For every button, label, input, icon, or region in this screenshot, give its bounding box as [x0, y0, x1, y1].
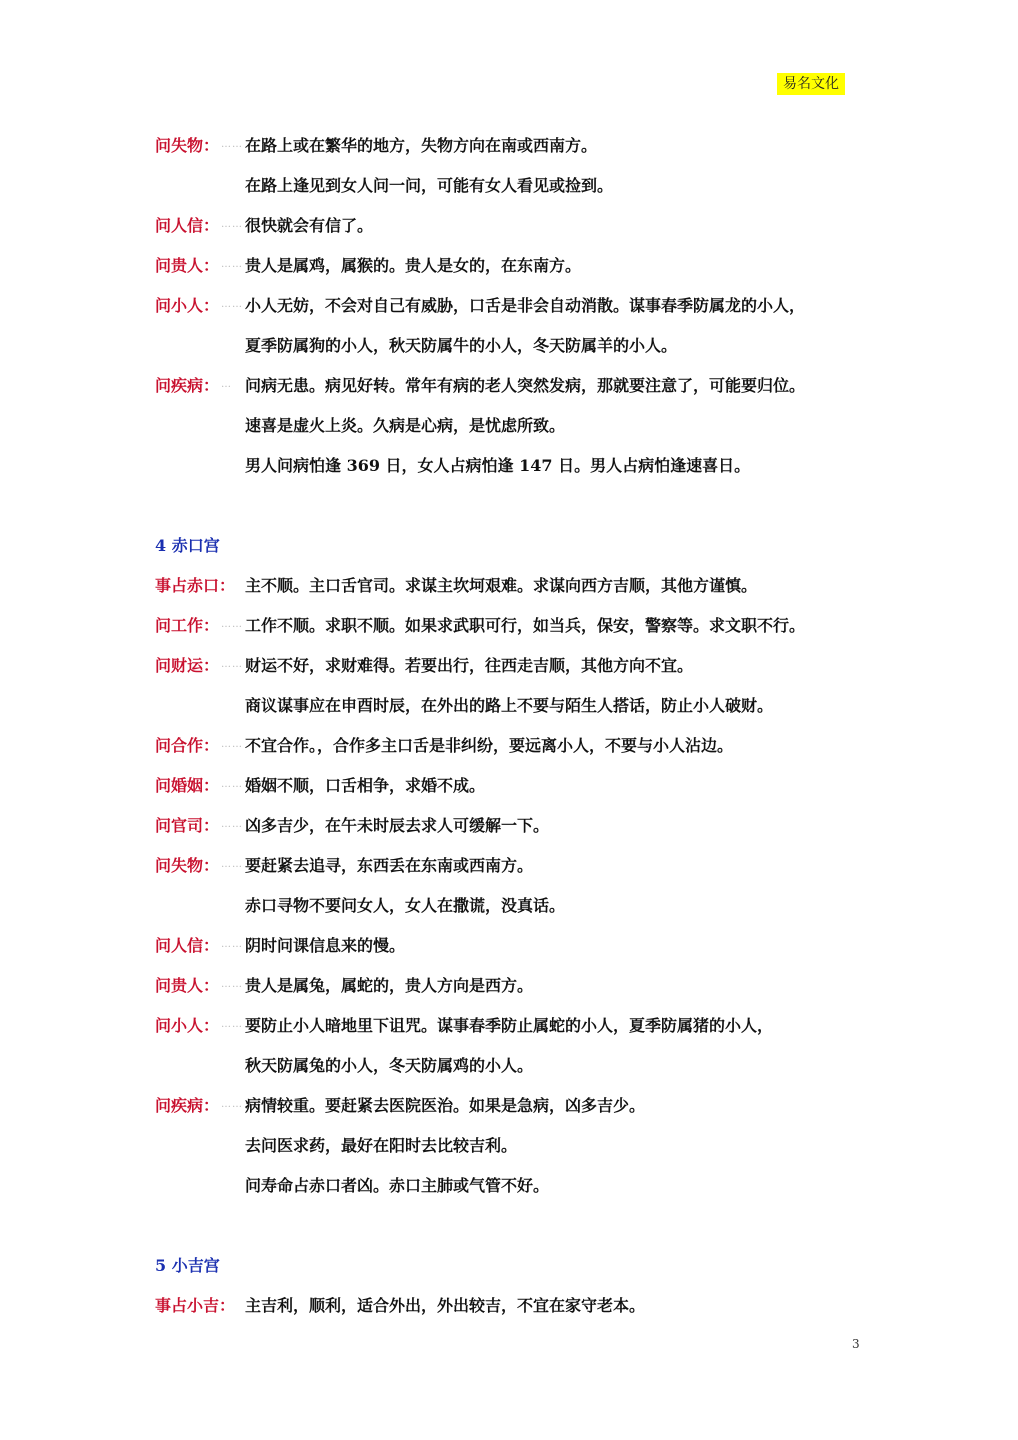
entry-text: 贵人是属兔，属蛇的，贵人方向是西方。 — [245, 975, 534, 995]
entry-label: 问婚姻： …… — [155, 775, 244, 795]
entry-text: 在路上逢见到女人问一问，可能有女人看见或捡到。 — [245, 175, 614, 195]
entry-text: 不宜合作。，合作多主口舌是非纠纷，要远离小人，不要与小人沾边。 — [245, 735, 734, 755]
entry-villain — [155, 1011, 773, 1037]
entry-label: 问小人： …… — [155, 295, 244, 315]
entry-text: 病情较重。要赶紧去医院医治。如果是急病，凶多吉少。 — [245, 1095, 646, 1115]
entry-text: 阴时问课信息来的慢。 — [245, 935, 406, 955]
entry-continuation — [155, 451, 750, 477]
entry-illness — [155, 1091, 645, 1117]
entry-cooperation — [155, 731, 733, 757]
entry-label: 问工作： …… — [155, 615, 244, 635]
entry-villain — [155, 291, 805, 317]
entry-text: 夏季防属狗的小人，秋天防属牛的小人，冬天防属羊的小人。 — [245, 335, 678, 355]
entry-text: 凶多吉少，在午未时辰去求人可缓解一下。 — [245, 815, 550, 835]
entry-label: 问人信： …… — [155, 215, 244, 235]
entry-text: 赤口寻物不要问女人，女人在撒谎，没真话。 — [245, 895, 566, 915]
entry-lost-items — [155, 851, 533, 877]
entry-continuation — [155, 1051, 533, 1077]
entry-illness — [155, 371, 805, 397]
entry-text: 问寿命占赤口者凶。赤口主肺或气管不好。 — [245, 1175, 550, 1195]
entry-label: 问贵人： …… — [155, 975, 244, 995]
entry-benefactor — [155, 251, 581, 277]
entry-text: 很快就会有信了。 — [245, 215, 374, 235]
entry-wealth — [155, 651, 693, 677]
entry-text: 小人无妨，不会对自己有威胁，口舌是非会自动消散。谋事春季防属龙的小人， — [245, 295, 806, 315]
entry-news — [155, 931, 405, 957]
entry-news — [155, 211, 373, 237]
entry-continuation — [155, 1131, 517, 1157]
entry-text: 商议谋事应在申酉时辰，在外出的路上不要与陌生人搭话，防止小人破财。 — [245, 695, 774, 715]
entry-text: 问病无患。病见好转。常年有病的老人突然发病，那就要注意了，可能要归位。 — [245, 375, 806, 395]
entry-label: 问贵人： …… — [155, 255, 244, 275]
entry-text: 要防止小人暗地里下诅咒。谋事春季防止属蛇的小人，夏季防属猪的小人， — [245, 1015, 774, 1035]
entry-text: 工作不顺。求职不顺。如果求武职可行，如当兵，保安，警察等。求文职不行。 — [245, 615, 806, 635]
entry-text: 财运不好，求财难得。若要出行，往西走吉顺，其他方向不宜。 — [245, 655, 694, 675]
entry-label: 事占赤口： — [155, 575, 236, 595]
entry-continuation — [155, 331, 677, 357]
entry-label: 事占小吉： — [155, 1295, 236, 1315]
entry-text: 婚姻不顺，口舌相争，求婚不成。 — [245, 775, 486, 795]
entry-text: 速喜是虚火上炎。久病是心病，是忧虑所致。 — [245, 415, 566, 435]
entry-marriage — [155, 771, 485, 797]
entry-label: 问小人： …… — [155, 1015, 244, 1035]
entry-text: 要赶紧去追寻，东西丢在东南或西南方。 — [245, 855, 534, 875]
brand-badge: 易名文化 — [777, 73, 845, 95]
entry-continuation — [155, 891, 565, 917]
entry-text: 在路上或在繁华的地方，失物方向在南或西南方。 — [245, 135, 598, 155]
entry-continuation — [155, 691, 773, 717]
entry-text: 主吉利，顺利，适合外出，外出较吉，不宜在家守老本。 — [245, 1295, 646, 1315]
entry-label: 问疾病： …… — [155, 1095, 244, 1115]
entry-label: 问财运： …… — [155, 655, 244, 675]
entry-text: 主不顺。主口舌官司。求谋主坎坷艰难。求谋向西方吉顺，其他方谨慎。 — [245, 575, 758, 595]
entry-label: 问合作： …… — [155, 735, 244, 755]
entry-summary — [155, 571, 757, 597]
entry-lawsuit — [155, 811, 549, 837]
entry-label: 问官司： …… — [155, 815, 244, 835]
entry-label: 问失物： …… — [155, 855, 244, 875]
section-heading-xiaoji: 5 小吉宫 — [155, 1255, 220, 1275]
entry-continuation — [155, 171, 613, 197]
entry-text: 男人问病怕逢 369 日，女人占病怕逢 147 日。男人占病怕逢速喜日。 — [245, 455, 751, 475]
entry-lost-items — [155, 131, 597, 157]
entry-summary — [155, 1291, 645, 1317]
entry-label: 问疾病： … — [155, 375, 233, 395]
section-heading-chikou: 4 赤口宫 — [155, 535, 220, 555]
entry-continuation — [155, 411, 565, 437]
entry-work — [155, 611, 805, 637]
entry-continuation — [155, 1171, 549, 1197]
entry-text: 去问医求药，最好在阳时去比较吉利。 — [245, 1135, 518, 1155]
page-number: 3 — [852, 1337, 860, 1351]
entry-text: 秋天防属兔的小人，冬天防属鸡的小人。 — [245, 1055, 534, 1075]
entry-text: 贵人是属鸡，属猴的。贵人是女的，在东南方。 — [245, 255, 582, 275]
entry-label: 问失物： …… — [155, 135, 244, 155]
entry-benefactor — [155, 971, 533, 997]
entry-label: 问人信： …… — [155, 935, 244, 955]
